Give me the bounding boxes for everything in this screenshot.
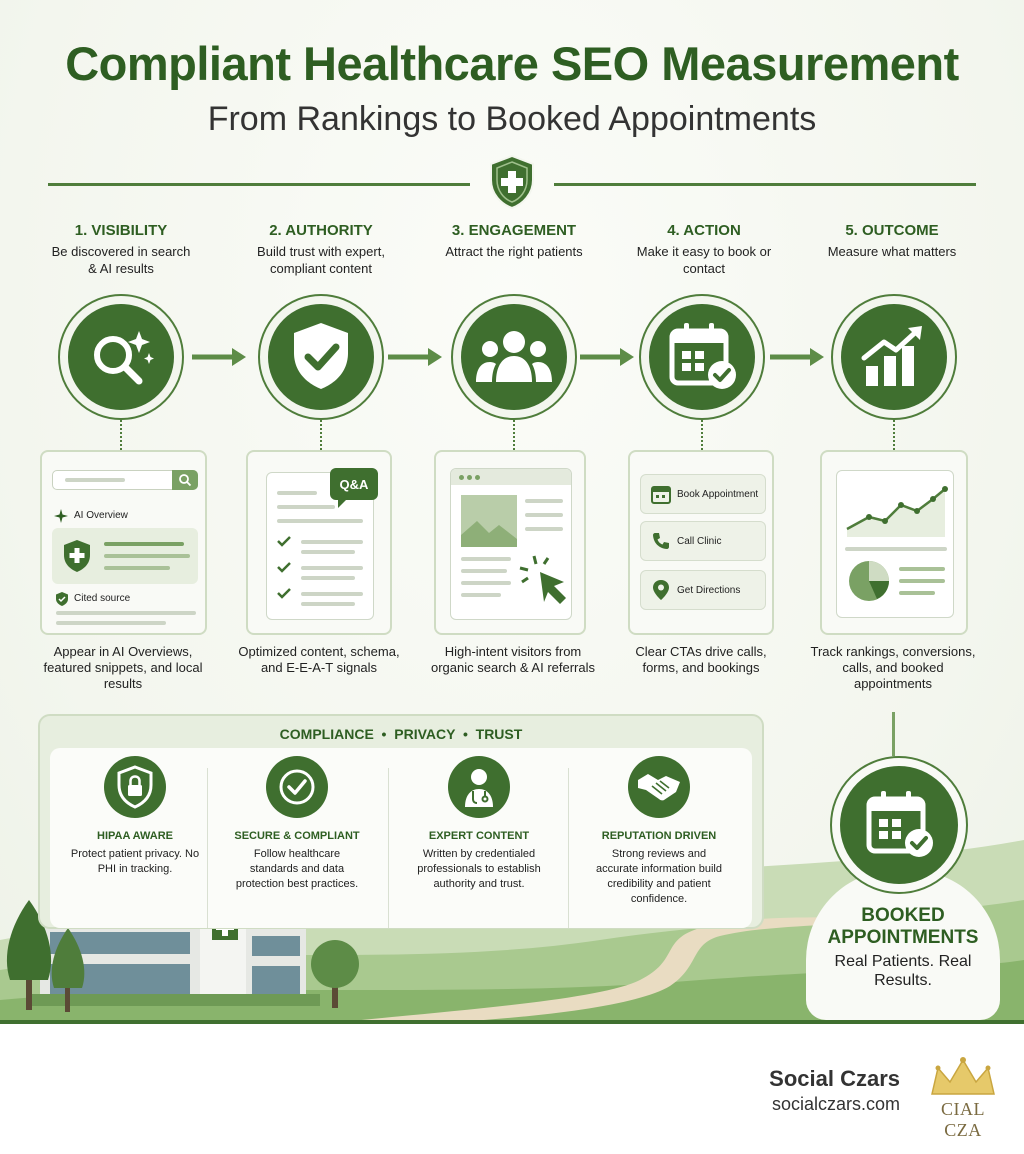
step-circle-outcome xyxy=(831,294,957,420)
compliance-item-expert xyxy=(394,756,564,892)
tree-icon xyxy=(302,936,368,1010)
calendar-check-icon xyxy=(664,319,740,395)
handshake-icon xyxy=(628,756,690,818)
step-circle-engagement xyxy=(451,294,577,420)
step-heading-engagement: 3. ENGAGEMENT xyxy=(451,222,577,239)
step-desc-visibility: Be discovered in search & AI results xyxy=(51,244,191,276)
qa-badge-label: Q&A xyxy=(339,476,369,492)
brand-logo xyxy=(922,1054,1004,1140)
step-desc-action: Make it easy to book or contact xyxy=(636,244,772,276)
arrow-icon xyxy=(770,346,826,368)
compliance-heading: SECURE & COMPLIANT xyxy=(234,830,360,842)
step-heading-action: 4. ACTION xyxy=(667,222,741,239)
step-desc-engagement: Attract the right patients xyxy=(445,244,583,259)
step-desc-authority: Build trust with expert, compliant content xyxy=(257,244,385,276)
compliance-item-hipaa xyxy=(50,756,220,877)
visibility-card xyxy=(40,450,207,635)
outcome-card xyxy=(820,450,968,635)
medical-shield-icon xyxy=(487,154,537,210)
booked-subtitle: Real Patients. Real Results. xyxy=(834,953,972,989)
people-group-icon xyxy=(472,322,556,392)
growth-chart-icon xyxy=(856,322,932,392)
check-circle-icon xyxy=(266,756,328,818)
divider-right xyxy=(554,183,976,186)
line-chart-illustration xyxy=(845,479,949,539)
step-heading-authority: 2. AUTHORITY xyxy=(269,222,373,239)
sparkle-icon xyxy=(54,509,68,523)
caption-engagement: High-intent visitors from organic search & AI referrals xyxy=(430,644,596,675)
shield-check-icon xyxy=(286,319,356,395)
outcome-connector xyxy=(892,712,895,756)
footer xyxy=(0,1024,1024,1154)
step-circle-authority xyxy=(258,294,384,420)
map-pin-icon xyxy=(651,579,671,601)
brand-url[interactable]: socialczars.com xyxy=(771,1094,900,1114)
step-desc-outcome: Measure what matters xyxy=(827,244,957,259)
engagement-card xyxy=(434,450,586,635)
compliance-text: Follow healthcare standards and data protection best practices. xyxy=(235,848,359,890)
connector xyxy=(701,420,703,450)
compliance-item-secure xyxy=(212,756,382,892)
phone-icon xyxy=(651,531,671,551)
compliance-text: Strong reviews and accurate information build credibility and patient confidence. xyxy=(596,848,722,905)
caption-action: Clear CTAs drive calls, forms, and bookings xyxy=(635,644,767,675)
search-icon xyxy=(178,473,192,487)
connector xyxy=(320,420,322,450)
compliance-heading: HIPAA AWARE xyxy=(97,830,173,842)
compliance-text: Protect patient privacy. No PHI in tracking. xyxy=(70,848,200,875)
separator xyxy=(568,768,569,928)
ai-overview-label: AI Overview xyxy=(74,510,128,521)
divider-left xyxy=(48,183,470,186)
call-clinic-button[interactable] xyxy=(640,521,766,561)
compliance-heading: EXPERT CONTENT xyxy=(428,830,530,842)
compliance-panel xyxy=(38,714,764,929)
checkmark-icon xyxy=(277,561,291,573)
caption-authority: Optimized content, schema, and E-E-A-T signals xyxy=(238,644,400,675)
caption-visibility: Appear in AI Overviews, featured snippets, and local results xyxy=(43,644,203,691)
page-subtitle: From Rankings to Booked Appointments xyxy=(207,100,817,138)
checkmark-icon xyxy=(277,587,291,599)
ai-overview-box xyxy=(52,528,198,584)
calendar-check-icon xyxy=(861,787,937,863)
medical-shield-icon xyxy=(62,539,92,573)
connector xyxy=(893,420,895,450)
step-circle-action xyxy=(639,294,765,420)
brand-name: Social Czars xyxy=(769,1066,900,1091)
shield-check-icon xyxy=(56,592,68,606)
image-placeholder-icon xyxy=(461,495,517,547)
connector xyxy=(120,420,122,450)
action-card xyxy=(628,450,774,635)
separator xyxy=(388,768,389,928)
compliance-heading: REPUTATION DRIVEN xyxy=(601,830,717,842)
logo-text: CIAL CZA xyxy=(941,1099,985,1140)
lock-shield-icon xyxy=(104,756,166,818)
step-circle-visibility xyxy=(58,294,184,420)
compliance-items xyxy=(50,748,752,928)
booked-appointments-circle xyxy=(830,756,968,894)
caption-outcome: Track rankings, conversions, calls, and booked appointments xyxy=(810,644,976,691)
crown-icon xyxy=(922,1054,1004,1100)
dashboard-illustration xyxy=(836,470,954,618)
qa-badge xyxy=(330,468,378,500)
calendar-icon xyxy=(651,484,671,504)
arrow-icon xyxy=(388,346,444,368)
search-bar-illustration xyxy=(52,470,198,490)
cta-label: Book Appointment xyxy=(677,488,759,500)
authority-card xyxy=(246,450,392,635)
step-heading-outcome: 5. OUTCOME xyxy=(845,222,939,239)
book-appointment-button[interactable] xyxy=(640,474,766,514)
booked-title: BOOKED APPOINTMENTS xyxy=(827,905,979,948)
compliance-text: Written by credentialed professionals to establish authority and trust. xyxy=(417,848,541,890)
connector xyxy=(513,420,515,450)
speech-tail-icon xyxy=(338,498,348,508)
step-heading-visibility: 1. VISIBILITY xyxy=(74,222,168,239)
arrow-icon xyxy=(192,346,248,368)
tree-icon xyxy=(44,924,92,1014)
cursor-click-icon xyxy=(514,546,578,610)
cited-source-label: Cited source xyxy=(74,593,131,604)
checkmark-icon xyxy=(277,535,291,547)
cta-label: Get Directions xyxy=(677,584,741,596)
get-directions-button[interactable] xyxy=(640,570,766,610)
cta-label: Call Clinic xyxy=(677,535,722,547)
page-title: Compliant Healthcare SEO Measurement xyxy=(65,37,959,90)
brand-block xyxy=(769,1066,900,1115)
search-sparkle-icon xyxy=(81,317,161,397)
compliance-item-reputation xyxy=(574,756,744,907)
arrow-icon xyxy=(580,346,636,368)
doctor-icon xyxy=(448,756,510,818)
compliance-title: COMPLIANCE • PRIVACY • TRUST xyxy=(279,726,523,742)
pie-chart-illustration xyxy=(847,559,891,603)
